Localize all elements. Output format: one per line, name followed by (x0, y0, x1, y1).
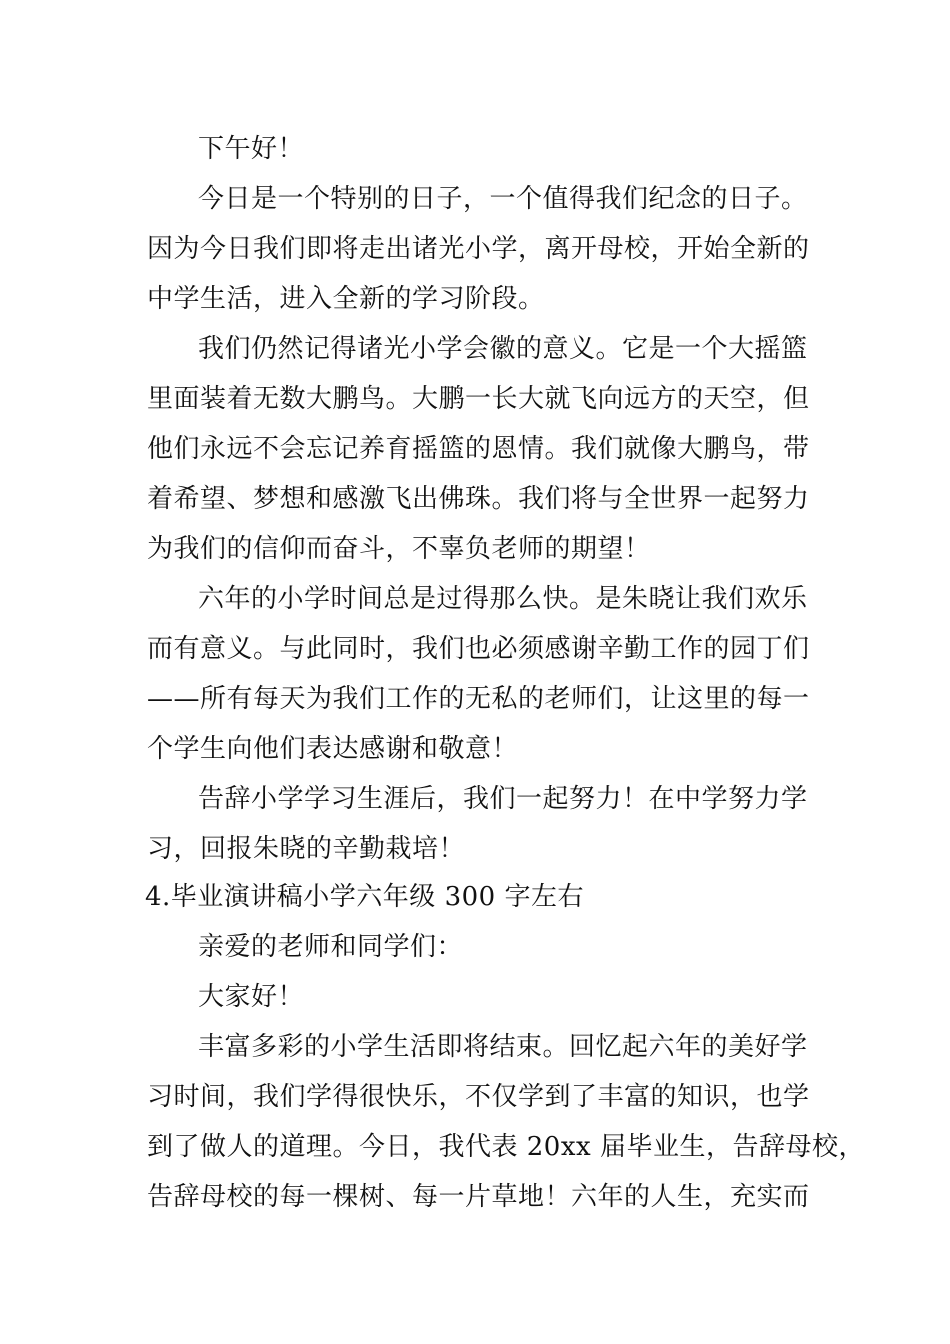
salutation-line: 亲爱的老师和同学们： (198, 932, 464, 962)
text-line: 而有意义。与此同时，我们也必须感谢辛勤工作的园丁们 (147, 634, 810, 664)
text-line: 着希望、梦想和感激飞出佛珠。我们将与全世界一起努力 (147, 484, 810, 514)
text-line: ——所有每天为我们工作的无私的老师们，让这里的每一 (147, 684, 810, 714)
paragraph-start-line: 告辞小学学习生涯后，我们一起努力！在中学努力学 (198, 784, 808, 814)
text-line: 他们永远不会忘记养育摇篮的恩情。我们就像大鹏鸟，带 (147, 434, 810, 464)
paragraph-start-line: 六年的小学时间总是过得那么快。是朱晓让我们欢乐 (198, 584, 808, 614)
paragraph-start-line: 我们仍然记得诸光小学会徽的意义。它是一个大摇篮 (198, 334, 808, 364)
section-heading: 4.毕业演讲稿小学六年级 300 字左右 (145, 882, 584, 912)
text-line: 到了做人的道理。今日，我代表 20xx 届毕业生，告辞母校， (147, 1132, 865, 1162)
paragraph-start-line: 丰富多彩的小学生活即将结束。回忆起六年的美好学 (198, 1032, 808, 1062)
text-line: 里面装着无数大鹏鸟。大鹏一长大就飞向远方的天空，但 (147, 384, 810, 414)
text-line: 因为今日我们即将走出诸光小学，离开母校，开始全新的 (147, 234, 810, 264)
text-line: 习时间，我们学得很快乐，不仅学到了丰富的知识，也学 (147, 1082, 810, 1112)
text-line: 习，回报朱晓的辛勤栽培！ (147, 834, 466, 864)
text-line: 中学生活，进入全新的学习阶段。 (147, 284, 545, 314)
greeting-line: 大家好！ (198, 982, 305, 1012)
text-line: 为我们的信仰而奋斗，不辜负老师的期望！ (147, 534, 651, 564)
text-line: 告辞母校的每一棵树、每一片草地！六年的人生，充实而 (147, 1182, 810, 1212)
text-line: 个学生向他们表达感谢和敬意！ (147, 734, 519, 764)
text-line: 下午好！ (198, 134, 305, 164)
paragraph-start-line: 今日是一个特别的日子，一个值得我们纪念的日子。 (198, 184, 808, 214)
